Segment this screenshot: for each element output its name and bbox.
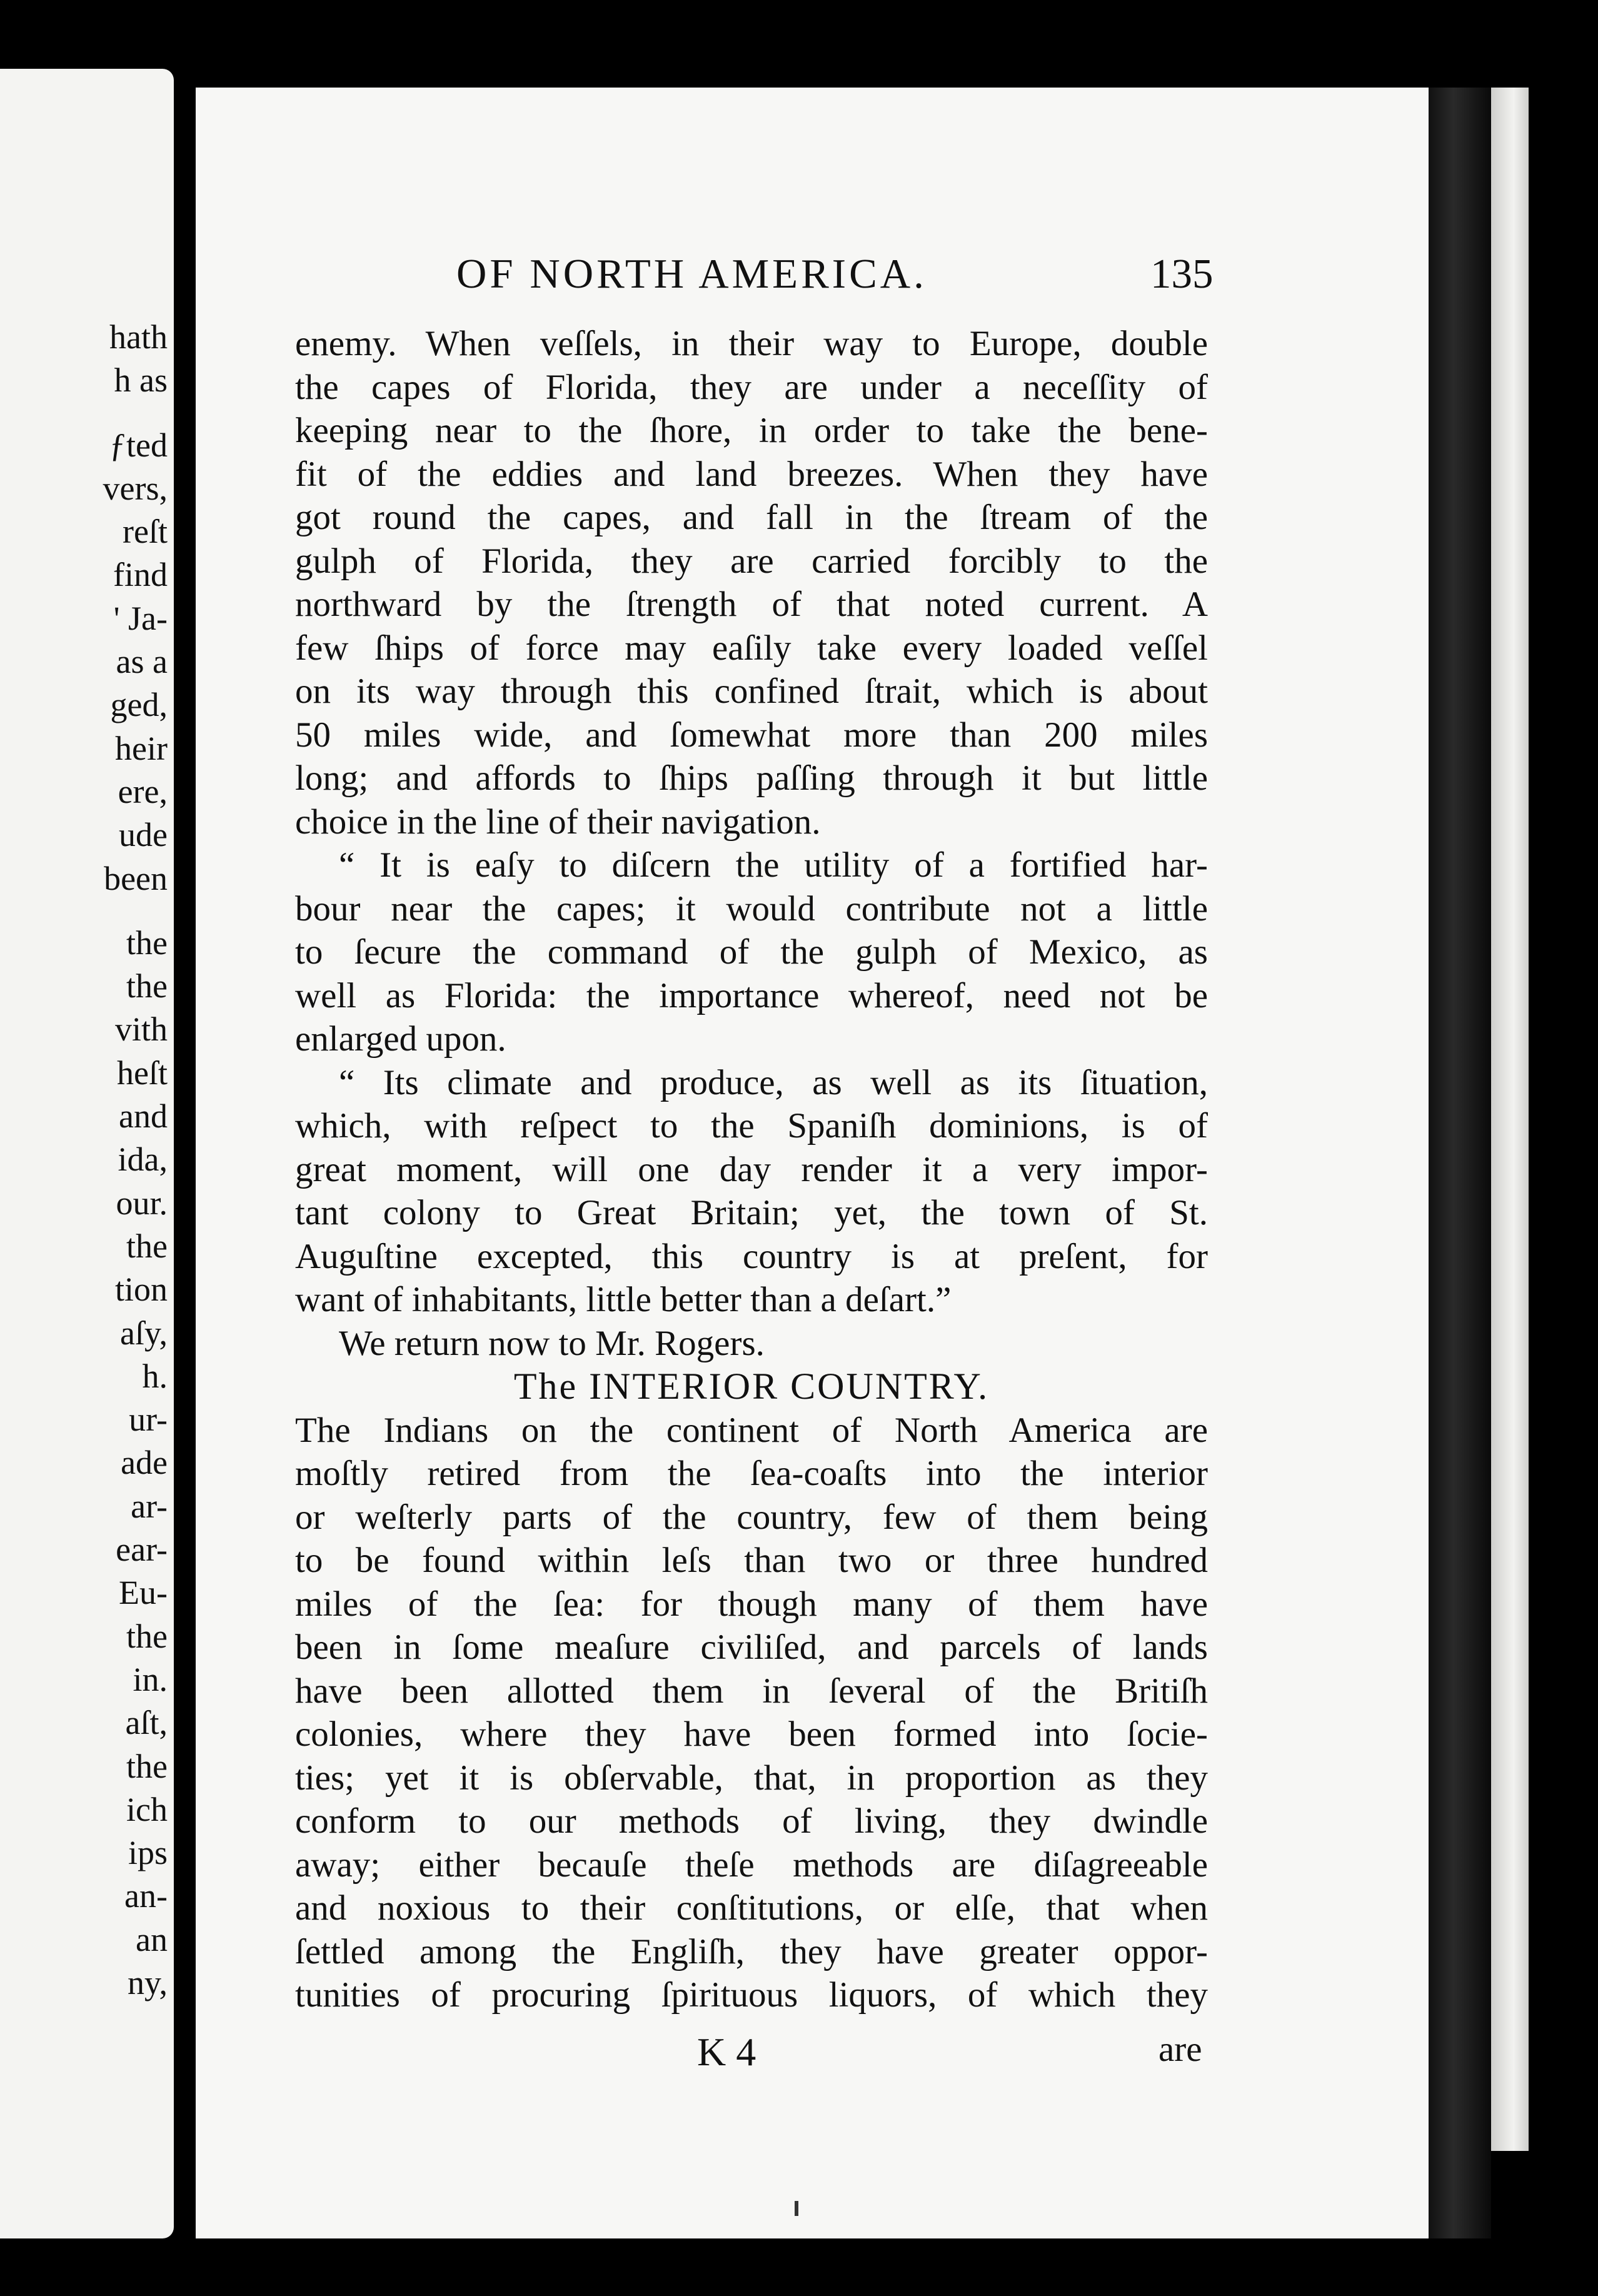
left-line: heſt bbox=[117, 1054, 168, 1092]
text-line: want of inhabitants, little better than a deſart.” bbox=[295, 1280, 952, 1319]
text-line: northward by the ſtrength of that noted current. A bbox=[295, 585, 1208, 624]
left-line: the bbox=[126, 967, 168, 1005]
text-line: and noxious to their conſtitutions, or elſe, that when bbox=[295, 1888, 1208, 1928]
left-line: h as bbox=[114, 361, 168, 400]
left-page-fragment bbox=[0, 69, 174, 2238]
left-line: an- bbox=[124, 1877, 168, 1915]
left-line: ar- bbox=[131, 1487, 168, 1525]
text-line: enlarged upon. bbox=[295, 1019, 506, 1059]
left-line: aſt, bbox=[125, 1704, 168, 1742]
signature-mark: K 4 bbox=[697, 2030, 756, 2074]
left-line: h. bbox=[142, 1357, 168, 1395]
left-line: the bbox=[126, 1617, 168, 1655]
text-line: “ Its climate and produce, as well as its ſituation, bbox=[339, 1062, 1208, 1102]
left-line: hath bbox=[109, 318, 168, 356]
text-line: miles of the ſea: for though many of them have bbox=[295, 1584, 1208, 1624]
left-line: as a bbox=[116, 643, 168, 681]
left-line: our. bbox=[116, 1184, 168, 1222]
text-line: got round the capes, and fall in the ſtream of the bbox=[295, 498, 1208, 537]
left-line: aſy, bbox=[120, 1314, 168, 1352]
text-line: choice in the line of their navigation. bbox=[295, 802, 821, 842]
left-line: and bbox=[119, 1097, 168, 1135]
left-page-text bbox=[0, 316, 168, 2005]
left-line: the bbox=[126, 1747, 168, 1785]
text-line: been in ſome meaſure civiliſed, and parcels of lands bbox=[295, 1628, 1208, 1667]
left-line: ny, bbox=[128, 1963, 168, 2001]
text-line: on its way through this confined ſtrait, which is about bbox=[295, 672, 1208, 711]
text-line: tunities of procuring ſpirituous liquors, of which they bbox=[295, 1975, 1208, 2015]
left-line: heir bbox=[115, 729, 168, 767]
text-line: enemy. When veſſels, in their way to Europe, double bbox=[295, 324, 1208, 363]
left-line: the bbox=[126, 924, 168, 962]
text-line: the capes of Florida, they are under a neceſſity of bbox=[295, 367, 1208, 407]
page-stack-edge bbox=[1491, 88, 1529, 2151]
text-line: moſtly retired from the ſea-coaſts into the interior bbox=[295, 1454, 1208, 1493]
text-line: gulph of Florida, they are carried forcibly to the bbox=[295, 541, 1208, 581]
left-line: an bbox=[136, 1920, 168, 1958]
left-line: ade bbox=[121, 1444, 168, 1482]
left-line: reſt bbox=[123, 513, 168, 551]
left-line: ips bbox=[128, 1834, 168, 1872]
text-line: well as Florida: the importance whereof, need not be bbox=[295, 975, 1208, 1015]
left-line: vers, bbox=[103, 469, 168, 507]
text-line: keeping near to the ſhore, in order to take the bene- bbox=[295, 411, 1208, 450]
left-line: ' Ja- bbox=[113, 599, 168, 637]
running-head: OF NORTH AMERICA. bbox=[456, 251, 927, 297]
text-line: colonies, where they have been formed into ſocie- bbox=[295, 1714, 1208, 1754]
text-line: 50 miles wide, and ſomewhat more than 200 miles bbox=[295, 715, 1208, 755]
text-line: tant colony to Great Britain; yet, the town of St. bbox=[295, 1193, 1208, 1232]
left-line: ude bbox=[119, 816, 168, 854]
text-line: which, with reſpect to the Spaniſh dominions, is of bbox=[295, 1106, 1208, 1145]
text-line: few ſhips of force may eaſily take every loaded veſſel bbox=[295, 628, 1208, 668]
left-line: vith bbox=[114, 1010, 168, 1049]
catchword: are bbox=[1158, 2030, 1202, 2069]
book-gutter-edge bbox=[1429, 88, 1491, 2238]
left-line: tion bbox=[114, 1271, 168, 1309]
paper-speck bbox=[795, 2201, 798, 2216]
section-heading: The INTERIOR COUNTRY. bbox=[513, 1366, 990, 1407]
text-line: ties; yet it is obſervable, that, in proportion as they bbox=[295, 1758, 1208, 1798]
left-line: ged, bbox=[110, 686, 168, 724]
body-text bbox=[295, 322, 1208, 2017]
text-line: or weſterly parts of the country, few of them being bbox=[295, 1497, 1208, 1537]
text-line: have been allotted them in ſeveral of the Britiſh bbox=[295, 1671, 1208, 1711]
left-line: in. bbox=[133, 1660, 168, 1698]
text-line: to ſecure the command of the gulph of Mexico, as bbox=[295, 932, 1208, 972]
left-line: the bbox=[126, 1227, 168, 1265]
text-line: away; either becauſe theſe methods are diſagreeable bbox=[295, 1845, 1208, 1885]
text-line: long; and affords to ſhips paſſing through it but little bbox=[295, 758, 1208, 798]
left-line: ƒted bbox=[109, 426, 168, 464]
text-line: The Indians on the continent of North America are bbox=[295, 1410, 1208, 1450]
left-line: been bbox=[104, 859, 168, 897]
text-line: bour near the capes; it would contribute not a little bbox=[295, 889, 1208, 929]
left-line: ur- bbox=[129, 1401, 168, 1439]
left-line: Eu- bbox=[119, 1574, 168, 1612]
text-line: We return now to Mr. Rogers. bbox=[339, 1323, 765, 1363]
left-line: find bbox=[113, 556, 168, 594]
left-line: ida, bbox=[118, 1140, 168, 1179]
left-line: ere, bbox=[118, 772, 168, 810]
text-line: fit of the eddies and land breezes. When they have bbox=[295, 454, 1208, 494]
left-line: ich bbox=[126, 1790, 168, 1828]
text-line: great moment, will one day render it a very impor- bbox=[295, 1149, 1208, 1189]
text-line: to be found within leſs than two or three hundred bbox=[295, 1541, 1208, 1580]
text-line: Auguſtine excepted, this country is at preſent, for bbox=[295, 1236, 1208, 1276]
text-line: “ It is eaſy to diſcern the utility of a fortified har- bbox=[339, 845, 1208, 885]
page-number: 135 bbox=[1150, 251, 1214, 297]
text-line: ſettled among the Engliſh, they have greater oppor- bbox=[295, 1931, 1208, 1971]
left-line: ear- bbox=[116, 1531, 168, 1569]
text-line: conform to our methods of living, they dwindle bbox=[295, 1801, 1208, 1841]
